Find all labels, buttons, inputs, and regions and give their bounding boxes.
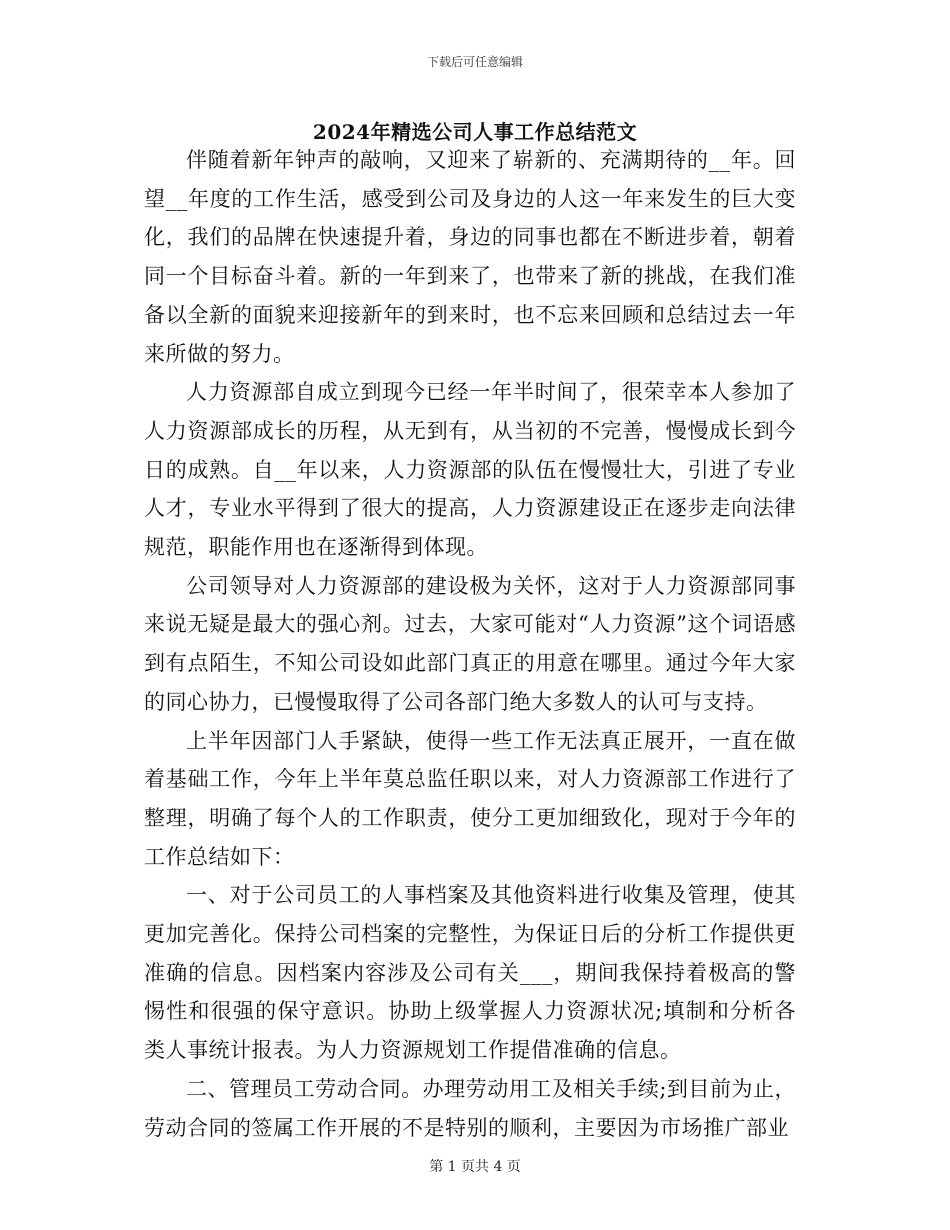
paragraph-intro: 伴随着新年钟声的敲响，又迎来了崭新的、充满期待的__年。回望__年度的工作生活，感受到公司及身边的人这一年来发生的巨大变化，我们的品牌在快速提升着，身边的同事也都在不断进步着，朝着同一个目标奋斗着。新的一年到来了，也带来了新的挑战，在我们准备以全新的面貌来迎接新年的到来时，也不忘来回顾和总结过去一年来所做的努力。 — [144, 148, 796, 366]
paragraph-item-one: 一、对于公司员工的人事档案及其他资料进行收集及管理，使其更加完善化。保持公司档案的完整性，为保证日后的分析工作提供更准确的信息。因档案内容涉及公司有关___，期间我保持着极高的警惕性和很强的保守意识。协助上级掌握人力资源状况;填制和分析各类人事统计报表。为人力资源规划工作提借准确的信息。 — [144, 883, 796, 1063]
paragraph-item-two: 二、管理员工劳动合同。办理劳动用工及相关手续;到目前为止，劳动合同的签属工作开展的不是特别的顺利，主要因为市场推广部业 — [144, 1076, 796, 1140]
document-title: 2024年精选公司人事工作总结范文 — [312, 120, 638, 144]
paragraph-leadership-support: 公司领导对人力资源部的建设极为关怀，这对于人力资源部同事来说无疑是最大的强心剂。过去，大家可能对“人力资源”这个词语感到有点陌生，不知公司设如此部门真正的用意在哪里。通过今年大家的同心协力，已慢慢取得了公司各部门绝大多数人的认可与支持。 — [144, 573, 796, 714]
paragraph-hr-history: 人力资源部自成立到现今已经一年半时间了，很荣幸本人参加了人力资源部成长的历程，从无到有，从当初的不完善，慢慢成长到今日的成熟。自__年以来，人力资源部的队伍在慢慢壮大，引进了专业人才，专业水平得到了很大的提高，人力资源建设正在逐步走向法律规范，职能作用也在逐渐得到体现。 — [144, 380, 796, 560]
document-body — [144, 141, 796, 1147]
page-header-note: 下载后可任意编辑 — [426, 55, 523, 69]
paragraph-first-half-year: 上半年因部门人手紧缺，使得一些工作无法真正展开，一直在做着基础工作，今年上半年莫总监任职以来，对人力资源部工作进行了整理，明确了每个人的工作职责，使分工更加细致化，现对于今年的工作总结如下： — [144, 728, 796, 869]
page-number-footer: 第 1 页共 4 页 — [429, 1159, 521, 1175]
